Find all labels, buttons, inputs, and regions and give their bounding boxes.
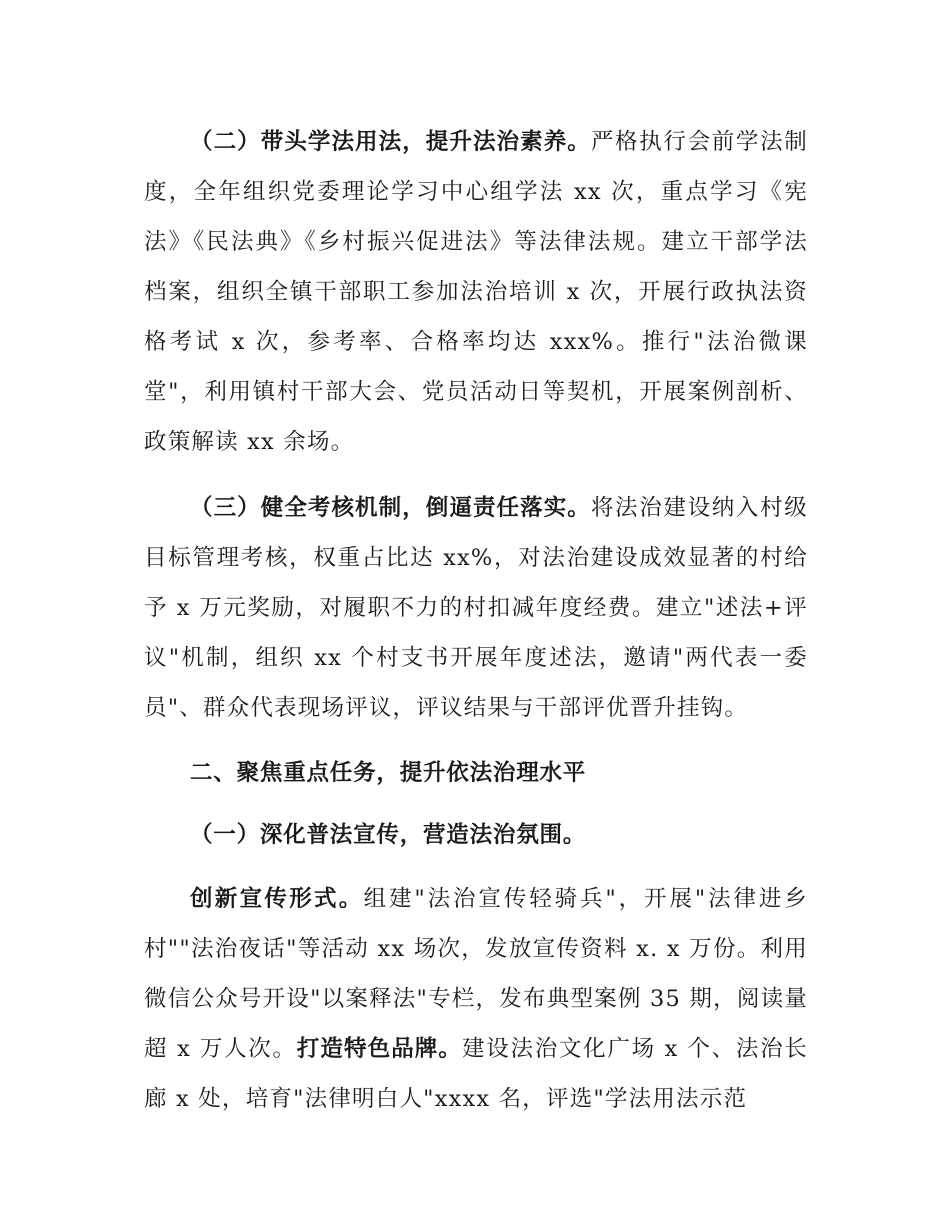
paragraph-lead: （三）健全考核机制，倒逼责任落实。	[190, 495, 591, 521]
paragraph-lead-study-law	[144, 117, 808, 467]
paragraph-lead: （二）带头学法用法，提升法治素养。	[190, 129, 591, 155]
sub-heading-text: （一）深化普法宣传，营造法治氛围。	[190, 822, 587, 848]
paragraph-lead: 创新宣传形式。	[190, 886, 364, 912]
paragraph-body: 严格执行会前学法制度，全年组织党委理论学习中心组学法 xx 次，重点学习《宪法》《民法典》《乡村振兴促进法》等法律法规。建立干部学法档案，组织全镇干部职工参加法治培训 x 次，开展行政执法资格考试 x 次，参考率、合格率均达 xxx%。推行"法治微课堂"，利用镇村干部大会、党员活动日等契机，开展案例剖析、政策解读 xx 余场。	[144, 129, 808, 455]
paragraph-body: 将法治建设纳入村级目标管理考核，权重占比达 xx%，对法治建设成效显著的村给予 x 万元奖励，对履职不力的村扣减年度经费。建立"述法+评议"机制，组织 xx 个村支书开展年度述法，邀请"两代表一委员"、群众代表现场评议，评议结果与干部评优晋升挂钩。	[144, 495, 808, 721]
paragraph-lead-second: 打造特色品牌。	[296, 1036, 463, 1062]
paragraph-body-second: 建设法治文化广场 x 个、法治长廊 x 处，培育"法律明白人"xxxx 名，评选"学法用法示范	[144, 1036, 808, 1112]
section-heading-text: 二、聚焦重点任务，提升依法治理水平	[190, 760, 587, 786]
paragraph-publicity	[144, 874, 808, 1124]
paragraph-body: 组建"法治宣传轻骑兵"，开展"法律进乡村""法治夜话"等活动 xx 场次，发放宣传资料 x. x 万份。利用微信公众号开设"以案释法"专栏，发布典型案例 35 期，阅读量超 x 万人次。	[144, 886, 808, 1062]
section-heading	[144, 748, 808, 798]
paragraph-assessment-mechanism	[144, 483, 808, 733]
sub-heading	[144, 810, 808, 860]
